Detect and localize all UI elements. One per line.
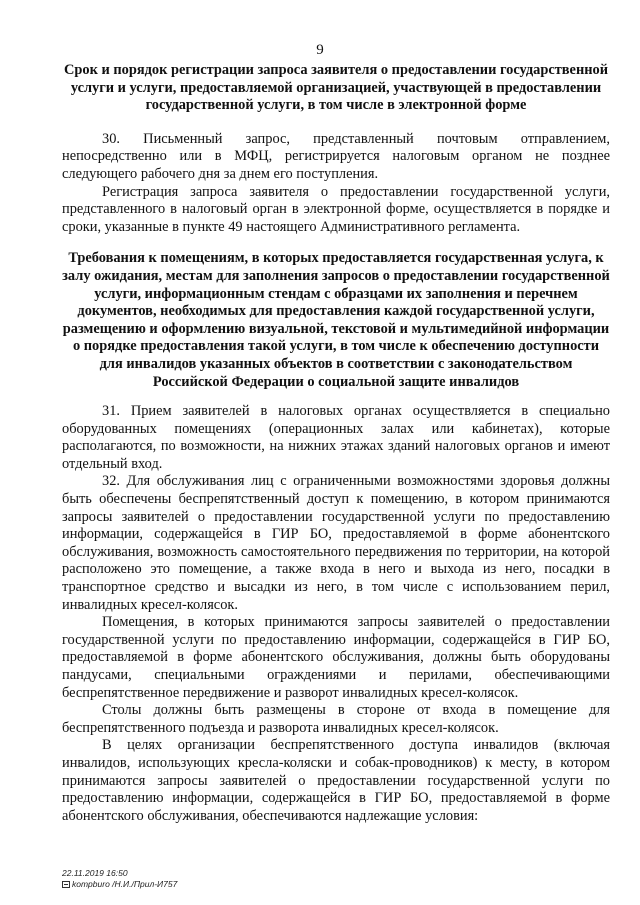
paragraph-registration-electronic: Регистрация запроса заявителя о предоставлении государственной услуги, представленного в налоговый орган в электронной форме, осуществляется в порядке и сроки, указанные в пункте 49 настоящего Административного регламента. — [62, 183, 610, 235]
paragraph-tables-placement: Столы должны быть размещены в стороне от входа в помещение для беспрепятственного подъезда и разворота инвалидных кресел-колясок. — [62, 702, 610, 736]
paragraph-premises-equipment: Помещения, в которых принимаются запросы заявителей о предоставлении государственной услуги по предоставлению информации, содержащейся в ГИР БО, предоставляемой в форме абонентского обслуживания, должны быть оборудованы пандусами, специальными ограждениями и перилами, обеспечивающими беспрепятственное передвижение и разворот инвалидных кресел-колясок. — [62, 614, 610, 701]
section-heading-premises: Требования к помещениям, в которых предоставляется государственная услуга, к залу ожидания, местам для заполнения запросов о предоставлении государственной услуги, информационным стендам с образцами их заполнения и перечнем документов, необходимых для предоставления каждой государственной услуги, размещению и оформлению визуальной, текстовой и мультимедийной информации о порядке предоставления такой услуги, в том числе к обеспечению доступности для инвалидов указанных объектов в соответствии с законодательством Российской Федерации о социальной защите инвалидов — [62, 250, 610, 390]
footer-file-line — [62, 879, 177, 890]
document-footer — [62, 868, 177, 890]
paragraph-31: 31. Прием заявителей в налоговых органах осуществляется в специально оборудованных помещениях (операционных залах или кабинетах), которые располагаются, по возможности, на нижних этажах зданий налоговых органов и имеют отдельный вход. — [62, 403, 610, 472]
paragraph-accessibility-conditions: В целях организации беспрепятственного доступа инвалидов (включая инвалидов, использующих кресла-коляски и собак-проводников) к месту, в котором принимаются запросы заявителей о предоставлении государственной услуги по предоставлению информации, содержащейся в ГИР БО, предоставляемой в форме абонентского обслуживания, обеспечиваются надлежащие условия: — [62, 737, 610, 824]
document-body — [62, 62, 610, 825]
footer-file-path: kompburo /Н.И./Прил-И757 — [72, 879, 178, 889]
section-heading-registration: Срок и порядок регистрации запроса заявителя о предоставлении государственной услуги и услуги, предоставляемой организацией, участвующей в предоставлении государственной услуги, в том числе в электронной форме — [63, 62, 609, 114]
file-icon — [62, 881, 70, 888]
paragraph-32: 32. Для обслуживания лиц с ограниченными возможностями здоровья должны быть обеспечены беспрепятственный доступ к помещению, в котором принимаются запросы заявителей о предоставлении государственной услуги по предоставлению информации, содержащейся в ГИР БО, предоставляемой в форме абонентского обслуживания, возможность самостоятельного передвижения по территории, на которой расположено это помещение, а также входа в него и выхода из него, посадки в транспортное средство и высадки из него, в том числе с использованием перил, инвалидных кресел-колясок. — [62, 473, 610, 613]
footer-timestamp: 22.11.2019 16:50 — [62, 868, 128, 878]
paragraph-30: 30. Письменный запрос, представленный почтовым отправлением, непосредственно или в МФЦ, регистрируется налоговым органом не позднее следующего рабочего дня за днем его поступления. — [62, 130, 610, 182]
page-number: 9 — [316, 42, 324, 58]
